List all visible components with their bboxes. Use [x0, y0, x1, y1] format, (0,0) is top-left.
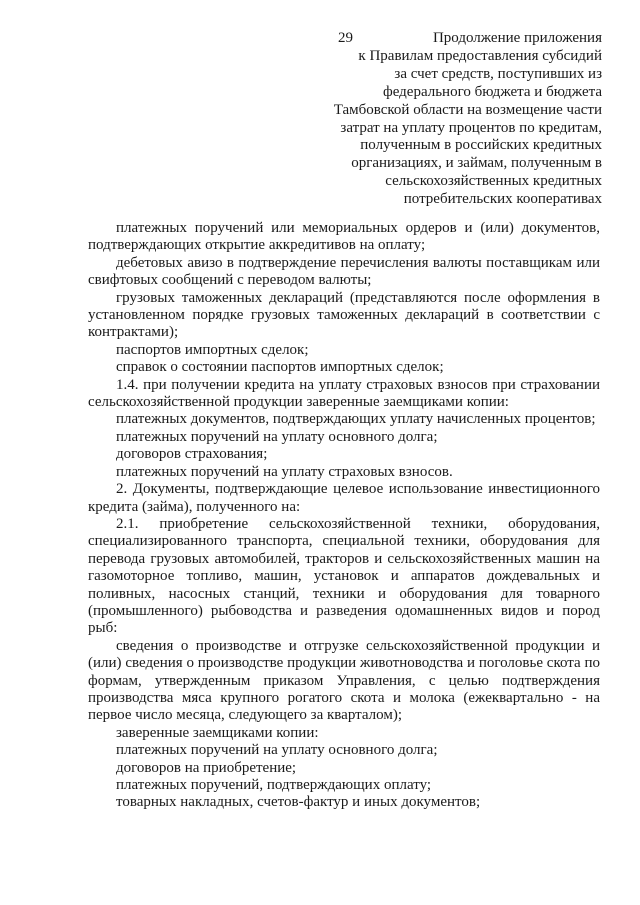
paragraph: дебетовых авизо в подтверждение перечисления валюты поставщикам или свифтовых сообщений с переводом валюты;	[88, 254, 600, 289]
paragraph: 1.4. при получении кредита на уплату страховых взносов при страховании сельскохозяйственной продукции заверенные заемщиками копии:	[88, 376, 600, 411]
header-line: за счет средств, поступивших из	[394, 65, 602, 82]
header-line: к Правилам предоставления субсидий	[358, 47, 602, 64]
header-line: затрат на уплату процентов по кредитам,	[340, 119, 602, 136]
page-number: 29	[338, 30, 353, 46]
paragraph: платежных поручений на уплату основного долга;	[116, 742, 438, 759]
document-body	[88, 220, 600, 812]
paragraph: заверенные заемщиками копии:	[116, 724, 319, 741]
paragraph: платежных поручений или мемориальных ордеров и (или) документов, подтверждающих открытие аккредитивов на оплату;	[88, 220, 600, 254]
paragraph: 2. Документы, подтверждающие целевое использование инвестиционного кредита (займа), полученного на:	[88, 481, 600, 515]
paragraph: платежных документов, подтверждающих уплату начисленных процентов;	[116, 411, 596, 428]
header-line: сельскохозяйственных кредитных	[385, 173, 602, 190]
paragraph: 2.1. приобретение сельскохозяйственной техники, оборудования, специализированного транспорта, специальной техники, оборудования для перевода грузовых автомобилей, тракторов и сельскохозяйственных машин на газомоторное топливо, машин, установок и аппаратов дождевальных и поливных, насосных станций, техники и оборудования для товарного (промышленного) рыбоводства и разведения одомашненных видов и пород рыб:	[88, 515, 600, 637]
appendix-header-note	[312, 30, 602, 209]
paragraph: договоров страхования;	[116, 446, 268, 463]
paragraph: сведения о производстве и отгрузке сельскохозяйственной продукции и (или) сведения о производстве продукции животноводства и поголовье скота по формам, утвержденным приказом Управления, с целью подтверждения производства мяса крупного рогатого скота и молока (ежеквартально - на первое число месяца, следующего за кварталом);	[88, 637, 600, 724]
paragraph: грузовых таможенных деклараций (представляются после оформления в установленном порядке грузовых таможенных деклараций в соответствии с контрактами);	[88, 289, 600, 341]
header-line: Тамбовской области на возмещение части	[333, 101, 602, 118]
paragraph: паспортов импортных сделок;	[116, 341, 309, 358]
paragraph: платежных поручений на уплату основного долга;	[116, 428, 438, 445]
header-line: потребительских кооперативах	[403, 191, 602, 208]
header-line: полученным в российских кредитных	[360, 137, 602, 154]
header-line: федерального бюджета и бюджета	[382, 83, 602, 100]
header-line: организациях, и займам, полученным в	[351, 155, 602, 172]
paragraph: договоров на приобретение;	[116, 759, 297, 776]
header-line: Продолжение приложения	[432, 30, 602, 46]
paragraph: платежных поручений, подтверждающих оплату;	[116, 777, 432, 793]
paragraph: товарных накладных, счетов-фактур и иных документов;	[116, 794, 481, 811]
paragraph: платежных поручений на уплату страховых взносов.	[116, 463, 453, 480]
paragraph: справок о состоянии паспортов импортных сделок;	[116, 359, 444, 376]
